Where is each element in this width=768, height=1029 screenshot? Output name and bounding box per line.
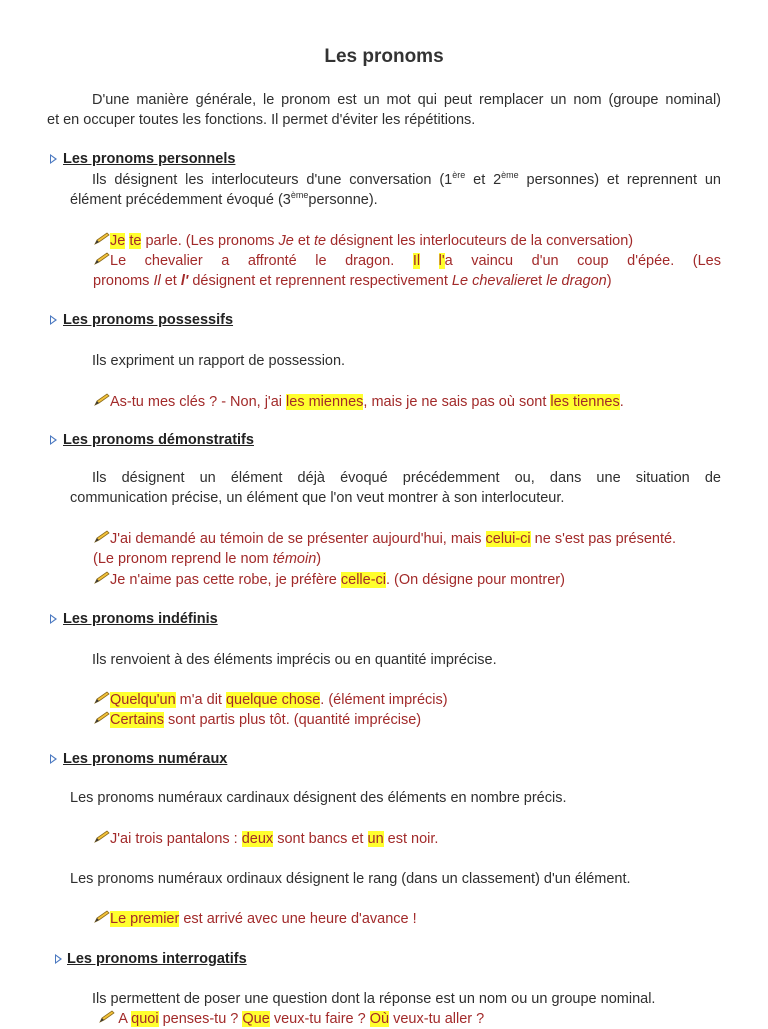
intro-line-1: D'une manière générale, le pronom est un mot qui peut remplacer un nom (groupe nominal)	[92, 92, 721, 108]
heading-personnels: Les pronoms personnels	[63, 151, 236, 167]
numeraux-desc-2: Les pronoms numéraux ordinaux désignent le rang (dans un classement) d'un élément.	[70, 871, 631, 887]
triangle-arrow-icon	[50, 614, 57, 624]
possessifs-example: As-tu mes clés ? - Non, j'ai les miennes, mais je ne sais pas où sont les tiennes.	[93, 392, 624, 412]
pencil-icon	[93, 571, 110, 585]
personnels-desc-2: élément précédemment évoqué (3èmepersonne).	[70, 190, 378, 208]
demonstratifs-desc-1: Ils désignent un élément déjà évoqué précédemment ou, dans une situation de	[92, 470, 721, 486]
heading-demonstratifs: Les pronoms démonstratifs	[63, 432, 254, 448]
intro-line-2: et en occuper toutes les fonctions. Il permet d'éviter les répétitions.	[47, 112, 476, 128]
demonstratifs-example-3: Je n'aime pas cette robe, je préfère celle-ci. (On désigne pour montrer)	[93, 570, 565, 590]
pencil-icon	[93, 232, 110, 246]
heading-indefinis: Les pronoms indéfinis	[63, 611, 218, 627]
pencil-icon	[98, 1010, 115, 1024]
triangle-arrow-icon	[50, 754, 57, 764]
personnels-desc-1: Ils désignent les interlocuteurs d'une conversation (1ère et 2ème personnes) et reprennent un	[92, 170, 721, 188]
triangle-arrow-icon	[50, 154, 57, 164]
heading-possessifs: Les pronoms possessifs	[63, 312, 234, 328]
personnels-example-2: Le chevalier a affronté le dragon. Il l'a vaincu d'un coup d'épée. (Les	[93, 251, 721, 271]
heading-numeraux: Les pronoms numéraux	[63, 751, 228, 767]
pencil-icon	[93, 252, 110, 266]
pencil-icon	[93, 691, 110, 705]
demonstratifs-desc-2: communication précise, un élément que l'on veut montrer à son interlocuteur.	[70, 490, 565, 506]
numeraux-example-2: Le premier est arrivé avec une heure d'avance !	[93, 909, 417, 929]
demonstratifs-example-2: (Le pronom reprend le nom témoin)	[93, 551, 322, 567]
possessifs-desc: Ils expriment un rapport de possession.	[92, 353, 346, 369]
pencil-icon	[93, 910, 110, 924]
demonstratifs-example-1: J'ai demandé au témoin de se présenter aujourd'hui, mais celui-ci ne s'est pas présenté.	[93, 529, 676, 549]
pencil-icon	[93, 830, 110, 844]
numeraux-example-1: J'ai trois pantalons : deux sont bancs et un est noir.	[93, 829, 438, 849]
indefinis-example-2: Certains sont partis plus tôt. (quantité imprécise)	[93, 710, 421, 730]
triangle-arrow-icon	[50, 435, 57, 445]
pencil-icon	[93, 530, 110, 544]
indefinis-example-1: Quelqu'un m'a dit quelque chose. (élément imprécis)	[93, 690, 448, 710]
page-title: Les pronoms	[324, 46, 444, 67]
pencil-icon	[93, 711, 110, 725]
personnels-example-3: pronoms Il et l' désignent et reprennent respectivement Le chevalieret le dragon)	[93, 273, 612, 289]
interrogatifs-example: A quoi penses-tu ? Que veux-tu faire ? Où veux-tu aller ?	[98, 1009, 484, 1029]
interrogatifs-desc: Ils permettent de poser une question dont la réponse est un nom ou un groupe nominal.	[92, 991, 656, 1007]
indefinis-desc: Ils renvoient à des éléments imprécis ou en quantité imprécise.	[92, 652, 497, 668]
numeraux-desc-1: Les pronoms numéraux cardinaux désignent des éléments en nombre précis.	[70, 790, 567, 806]
heading-interrogatifs: Les pronoms interrogatifs	[67, 951, 247, 967]
triangle-arrow-icon	[50, 315, 57, 325]
personnels-example-1: Je te parle. (Les pronoms Je et te désignent les interlocuteurs de la conversation)	[93, 231, 633, 251]
triangle-arrow-icon	[55, 954, 62, 964]
pencil-icon	[93, 393, 110, 407]
